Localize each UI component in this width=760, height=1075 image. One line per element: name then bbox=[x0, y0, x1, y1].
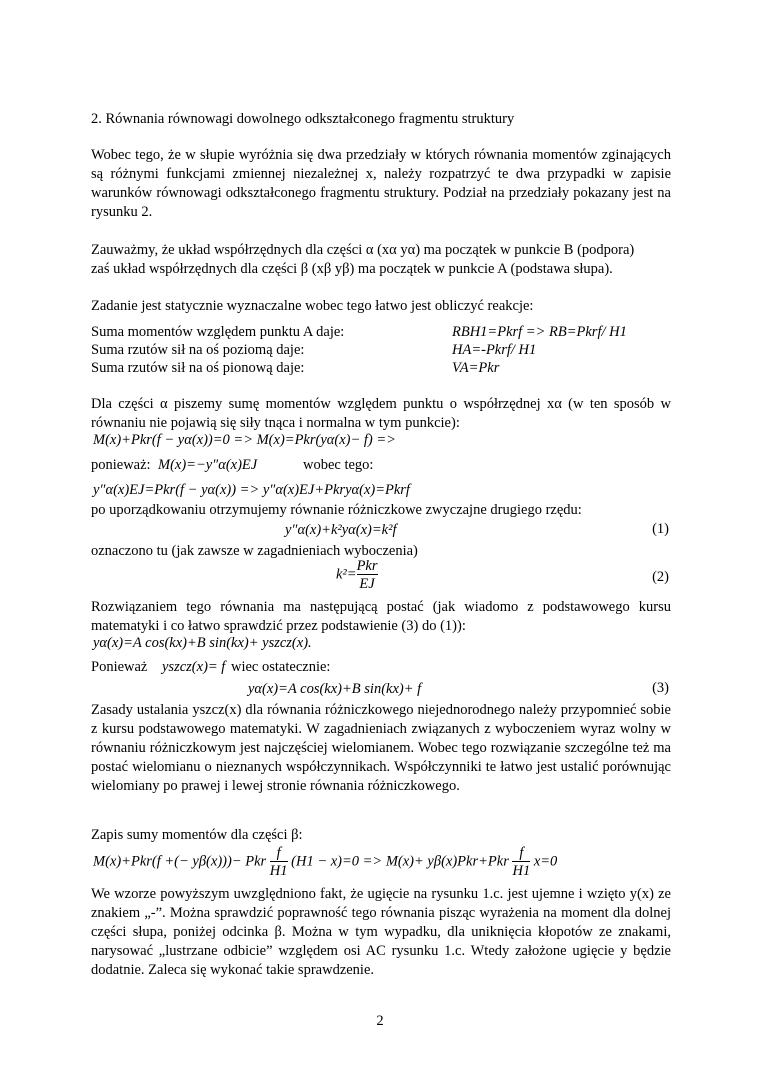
equation-beta-fraction-1-num: f bbox=[276, 845, 281, 861]
paragraph-because-suffix: wiec ostatecznie: bbox=[231, 659, 331, 675]
equation-beta-part-a: M(x)+Pkr(f +(− yβ(x)))− Pkr bbox=[93, 853, 267, 870]
equation-3: yα(x)=A cos(kx)+B sin(kx)+ f bbox=[248, 681, 422, 697]
equation-curvature: M(x)=−y″α(x)EJ bbox=[158, 457, 258, 473]
paragraph-ordered-ode: po uporządkowaniu otrzymujemy równanie różniczkowe zwyczajne drugiego rzędu: bbox=[91, 502, 582, 518]
equation-particular: yszcz(x)= f bbox=[162, 659, 226, 675]
paragraph-since-suffix: wobec tego: bbox=[303, 457, 374, 473]
equation-beta-fraction-2 bbox=[512, 845, 530, 879]
equation-beta-part-c: x=0 bbox=[533, 853, 558, 870]
equation-3-number: (3) bbox=[652, 680, 669, 696]
paragraph-solution: Rozwiązaniem tego równania ma następującą postać (jak wiadomo z podstawowego kursu matematyki i co łatwo sprawdzić przez podstawienie (3) do (1)): bbox=[91, 599, 671, 634]
paragraph-notation: oznaczono tu (jak zawsze w zagadnieniach wyboczenia) bbox=[91, 543, 418, 559]
equation-1: y″α(x)+k²yα(x)=k²f bbox=[285, 522, 397, 538]
equation-general-solution: yα(x)=A cos(kx)+B sin(kx)+ yszcz(x). bbox=[93, 635, 312, 651]
equation-2-denominator: EJ bbox=[357, 574, 378, 592]
equation-beta-fraction-1-den: H1 bbox=[269, 863, 288, 879]
page-number: 2 bbox=[376, 1013, 384, 1029]
reaction-moment-formula: RBH1=Pkrf => RB=Pkrf/ H1 bbox=[452, 324, 627, 340]
paragraph-since-prefix: ponieważ: bbox=[91, 457, 151, 473]
reaction-moment-label: Suma momentów względem punktu A daje: bbox=[91, 324, 345, 340]
equation-beta-fraction-2-den: H1 bbox=[512, 863, 531, 879]
reaction-vertical-formula: VA=Pkr bbox=[452, 360, 500, 376]
paragraph-coords-beta: zaś układ współrzędnych dla części β (xβ yβ) ma początek w punkcie A (podstawa słupa). bbox=[91, 261, 613, 277]
equation-2-fraction bbox=[357, 558, 378, 592]
equation-substitution: y″α(x)EJ=Pkr(f − yα(x)) => y″α(x)EJ+Pkryα(x)=Pkrf bbox=[93, 482, 410, 498]
paragraph-sign-check: We wzorze powyższym uwzględniono fakt, że ugięcie na rysunku 1.c. jest ujemne i wzięto y(x) ze znakiem „-”. Można sprawdzić poprawność tego równania pisząc wyrażenia na moment dla dolnej części słupa, poniżej odcinka β. Można w tym wypadku, dla uniknięcia kłopotów ze znakami, narysować „lustrzane odbicie” względem osi AC rysunku 1.c. Wtedy założone ugięcie y będzie dodatnie. Zaleca się wykonać takie sprawdzenie. bbox=[91, 886, 671, 978]
paragraph-alpha-moment: Dla części α piszemy sumę momentów względem punktu o współrzędnej xα (w ten sposób w równaniu nie pojawią się siły tnąca i normalna w tym punkcie): bbox=[91, 396, 671, 431]
paragraph-intervals: Wobec tego, że w słupie wyróżnia się dwa przedziały w których równania momentów zginających są różnymi funkcjami zmiennej niezależnej x, należy rozpatrzyć te dwa przypadki w zapisie warunków równowagi odkształconego fragmentu struktury. Podział na przedziały pokazany jest na rysunku 2. bbox=[91, 147, 671, 220]
reaction-vertical-label: Suma rzutów sił na oś pionową daje: bbox=[91, 360, 305, 376]
equation-moment: M(x)+Pkr(f − yα(x))=0 => M(x)=Pkr(yα(x)− f) => bbox=[93, 432, 396, 448]
paragraph-coords-alpha: Zauważmy, że układ współrzędnych dla części α (xα yα) ma początek w punkcie B (podpora) bbox=[91, 242, 635, 258]
equation-beta-fraction-1 bbox=[270, 845, 288, 879]
equation-2-numerator: Pkr bbox=[356, 558, 378, 574]
equation-1-number: (1) bbox=[652, 521, 669, 537]
equation-beta-fraction-2-num: f bbox=[519, 845, 524, 861]
equation-2-lhs: k²= bbox=[336, 566, 357, 583]
equation-beta-part-b: (H1 − x)=0 => M(x)+ yβ(x)Pkr+Pkr bbox=[291, 853, 509, 870]
paragraph-reactions-intro: Zadanie jest statycznie wyznaczalne wobec tego łatwo jest obliczyć reakcje: bbox=[91, 298, 534, 314]
paragraph-particular-rules: Zasady ustalania yszcz(x) dla równania różniczkowego niejednorodnego należy przypomnieć sobie z kursu podstawowego matematyki. W zagadnieniach związanych z wyboczeniem wyraz wolny w równaniu różniczkowym jest najczęściej wielomianem. Wobec tego rozwiązanie szczególne też ma postać wielomianu o nieznanych współczynnikach. Współczynniki te łatwo jest ustalić porównując wielomiany po prawej i lewej stronie równania różniczkowego. bbox=[91, 702, 671, 794]
equation-2 bbox=[336, 558, 378, 592]
paragraph-beta-intro: Zapis sumy momentów dla części β: bbox=[91, 827, 303, 843]
reaction-horizontal-label: Suma rzutów sił na oś poziomą daje: bbox=[91, 342, 305, 358]
equation-2-number: (2) bbox=[652, 569, 669, 585]
section-heading: 2. Równania równowagi dowolnego odkształconego fragmentu struktury bbox=[91, 111, 515, 127]
reaction-horizontal-formula: HA=-Pkrf/ H1 bbox=[452, 342, 537, 358]
paragraph-because-prefix: Ponieważ bbox=[91, 659, 148, 675]
equation-beta bbox=[93, 845, 557, 879]
